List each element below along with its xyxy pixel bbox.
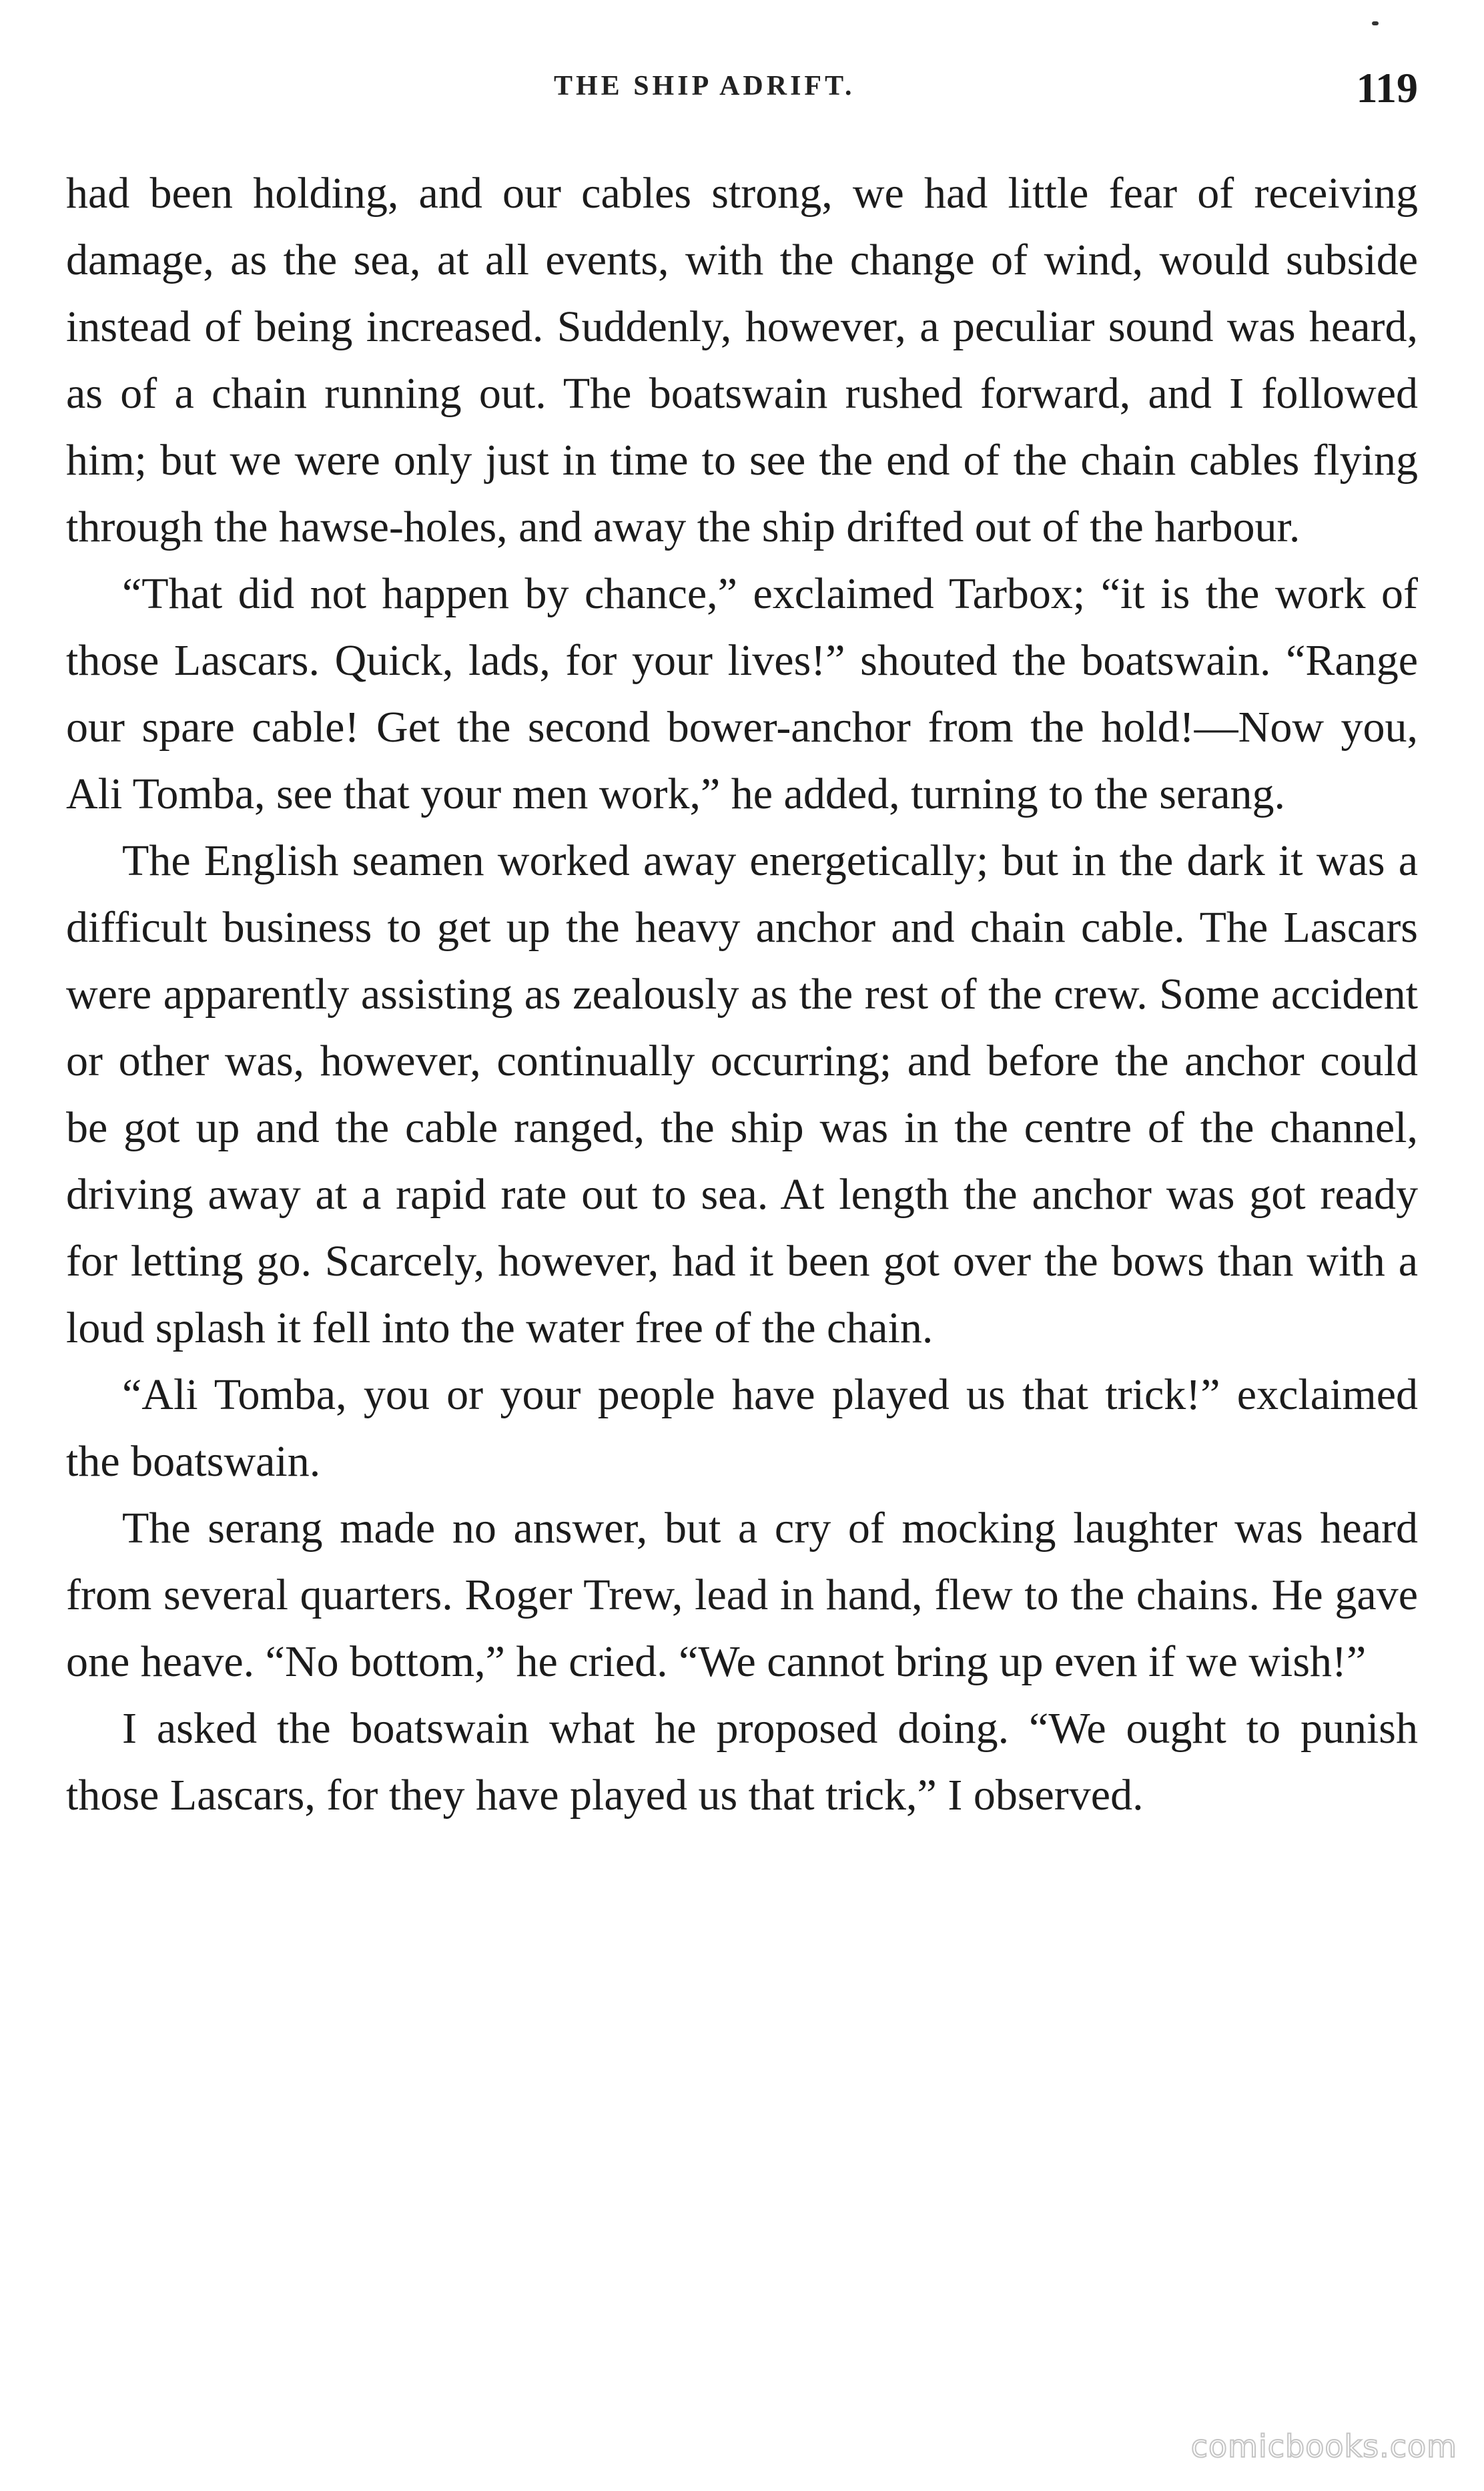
paragraph-continued: had been holding, and our cables strong, we had little fear of receiving damage, as the sea, at all events, with the change of wind, would subside instead of being increased. Suddenly, however, a peculiar sound was heard, as of a chain running out. The boatswain rushed forward, and I followed him; but we were only just in time to see the end of the chain cables flying through the hawse-holes, and away the ship drifted out of the harbour. [66, 169, 1418, 551]
paragraph: The serang made no answer, but a cry of mocking laughter was heard from several quarters. Roger Trew, lead in hand, flew to the chains. He gave one heave. “No bottom,” he cried. “We cannot bring up even if we wish!” [66, 1504, 1418, 1686]
paragraph: The English seamen worked away energetically; but in the dark it was a difficult business to get up the heavy anchor and chain cable. The Lascars were apparently assisting as zealously as the rest of the crew. Some accident or other was, however, continually occurring; and before the anchor could be got up and the cable ranged, the ship was in the centre of the channel, driving away at a rapid rate out to sea. At length the anchor was got ready for letting go. Scarcely, however, had it been got over the bows than with a loud splash it fell into the water free of the chain. [66, 836, 1418, 1352]
ink-speck [1372, 21, 1379, 25]
paragraph: I asked the boatswain what he proposed doing. “We ought to punish those Lascars, for they have played us that trick,” I observed. [66, 1704, 1418, 1820]
paragraph: “That did not happen by chance,” exclaimed Tarbox; “it is the work of those Lascars. Quick, lads, for your lives!” shouted the boatswain. “Range our spare cable! Get the second bower-anchor from the hold!—Now you, Ali Tomba, see that your men work,” he added, turning to the serang. [66, 569, 1418, 818]
page-number: 119 [1356, 64, 1418, 111]
running-title: THE SHIP ADRIFT. [554, 71, 855, 101]
body-text [66, 160, 1418, 1829]
paragraph: “Ali Tomba, you or your people have played us that trick!” exclaimed the boatswain. [66, 1370, 1418, 1486]
running-head [0, 63, 1484, 117]
watermark: comicbooks.com [1190, 2428, 1457, 2464]
